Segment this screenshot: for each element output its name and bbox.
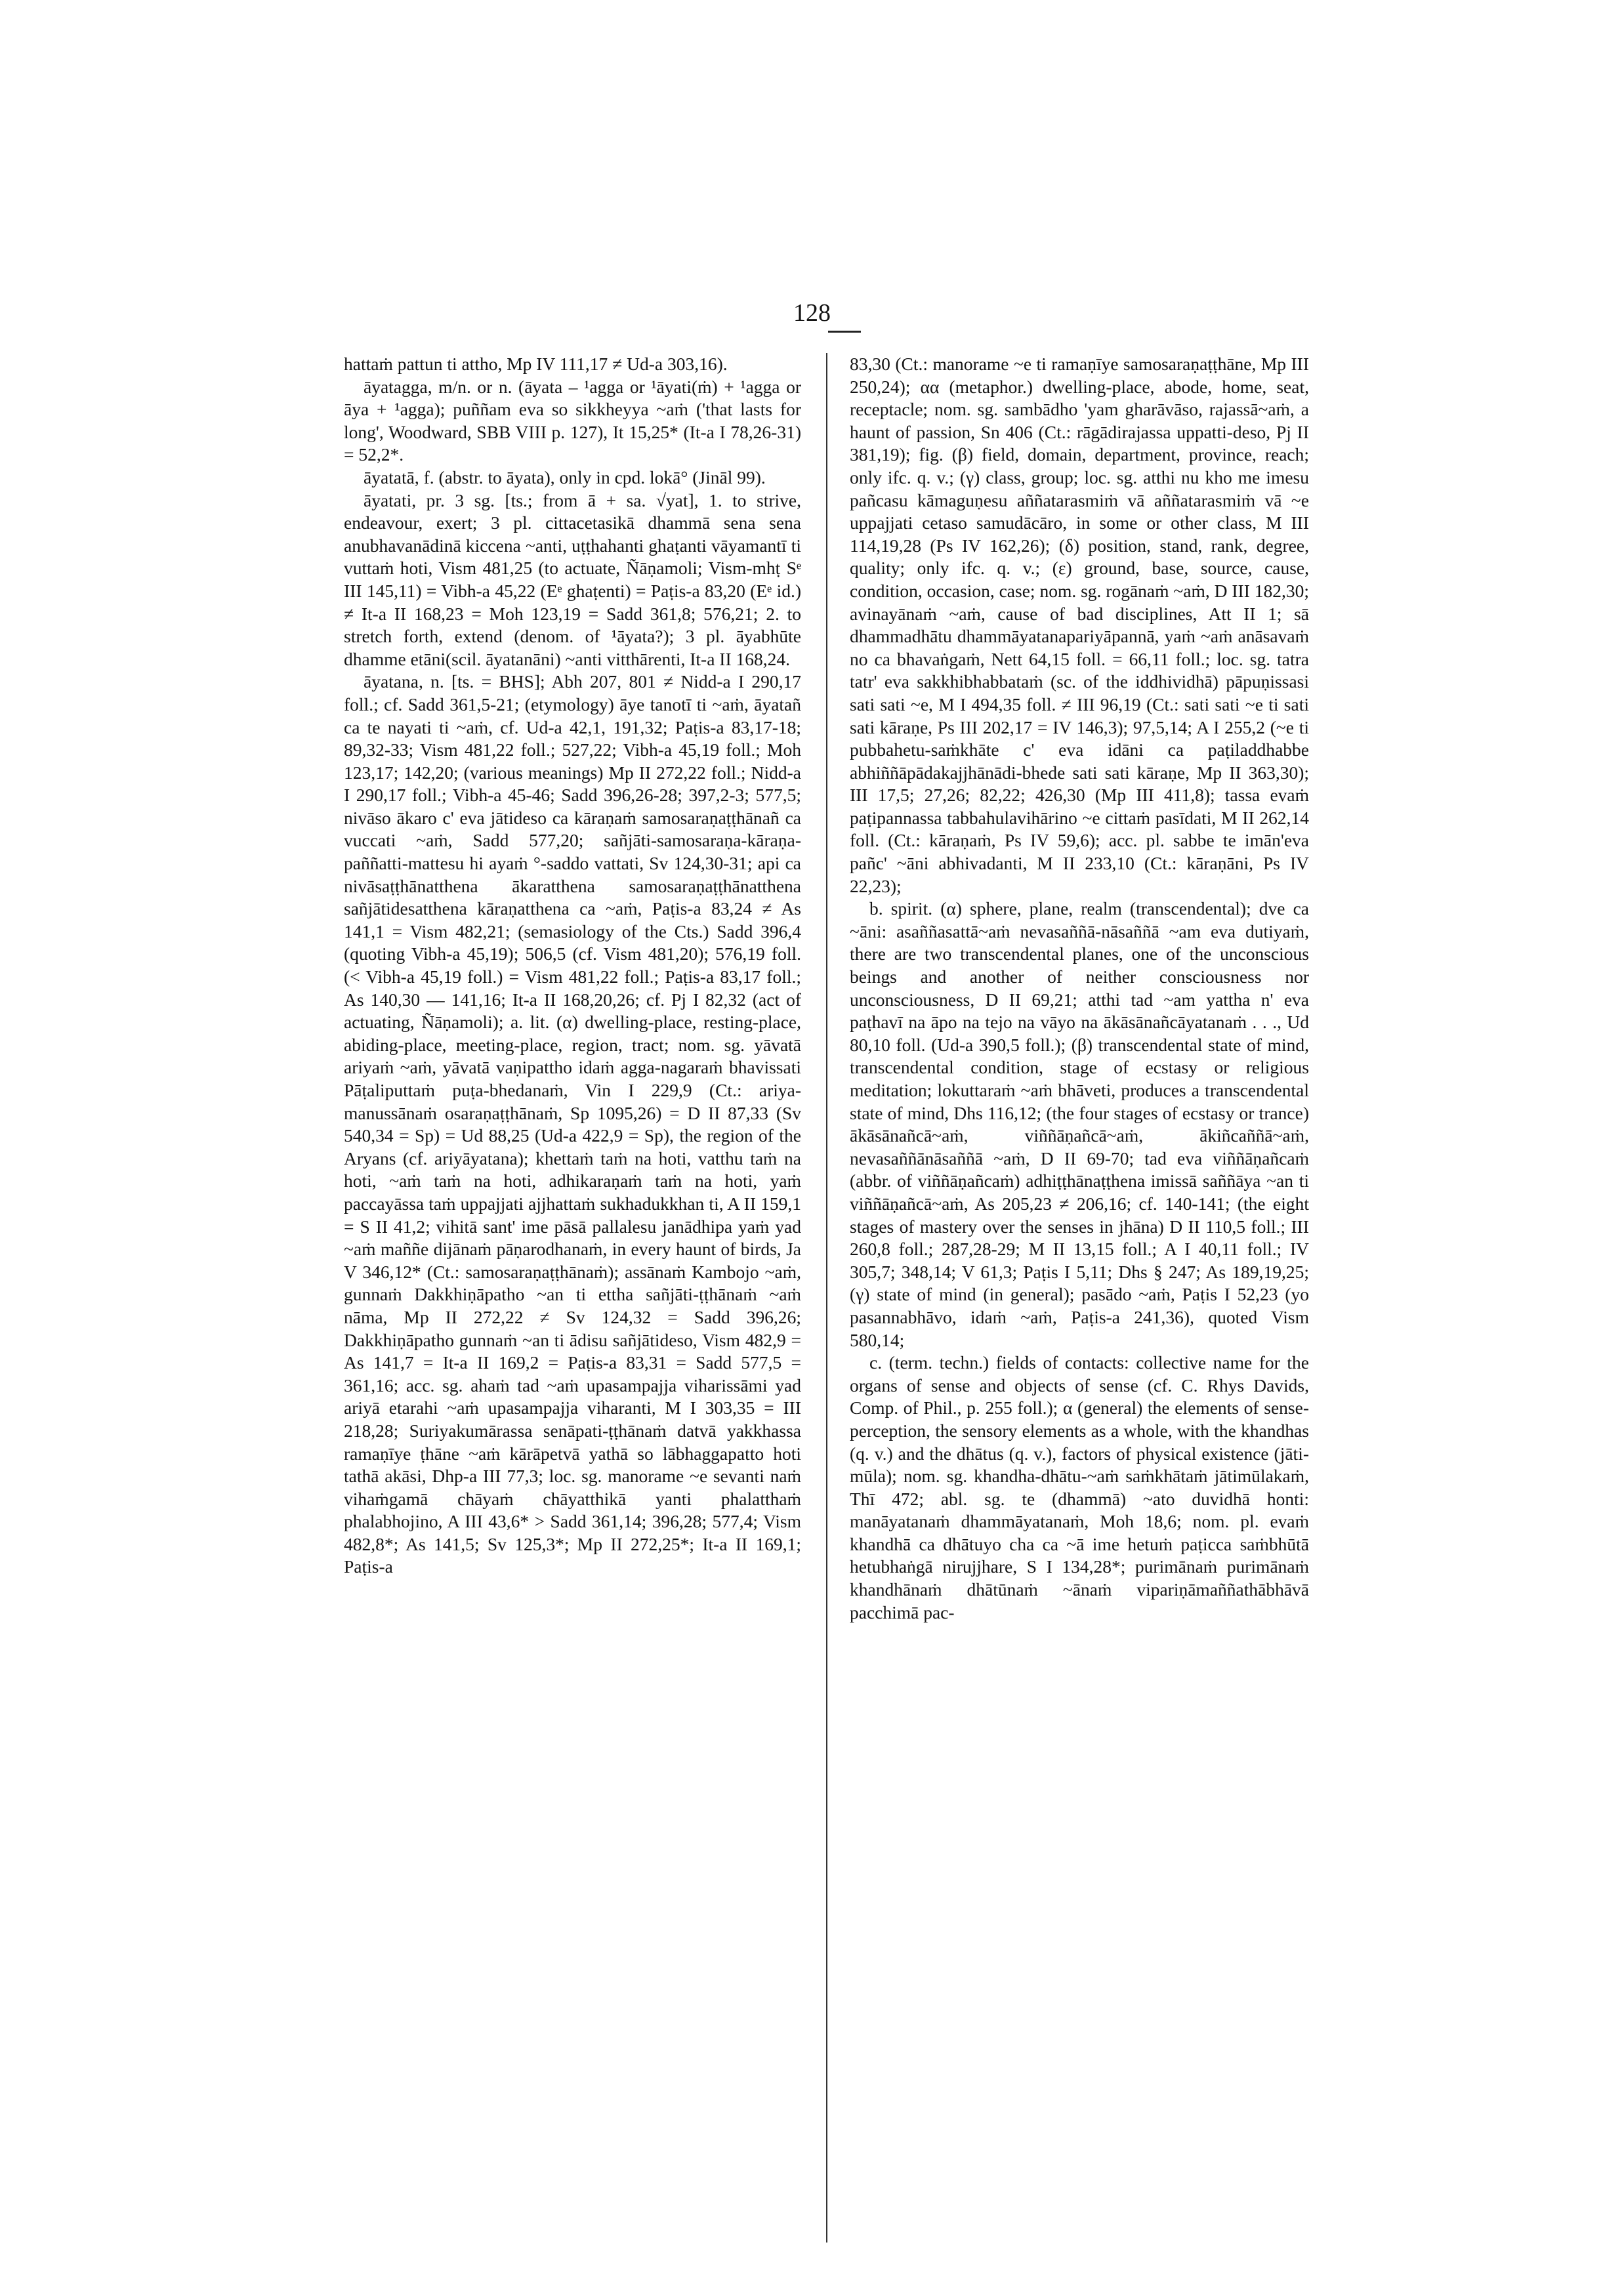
dictionary-entry: āyatati, pr. 3 sg. [ts.; from ā + sa. √yat], 1. to strive, endeavour, exert; 3 pl. cittacetasikā dhammā sena sena anubhavanādinā kiccena ~anti, uṭṭhahanti ghaṭanti vāyamantī ti vuttaṁ hoti, Vism 481,25 (to actuate, Ñāṇamoli; Vism-mhṭ Sᵉ III 145,11) = Vibh-a 45,22 (Eᵉ ghaṭenti) = Paṭis-a 83,20 (Eᵉ id.) ≠ It-a II 168,23 = Moh 123,19 = Sadd 361,8; 576,21; 2. to stretch forth, extend (denom. of ¹āyata?); 3 pl. āyabhūte dhamme etāni(scil. āyatanāni) ~anti vitthārenti, It-a II 168,24. [344,489,801,669]
dictionary-entry: āyatatā, f. (abstr. to āyata), only in cpd. lokā° (Jināl 99). [364,466,766,487]
dictionary-entry: āyatana, n. [ts. = BHS]; Abh 207, 801 ≠ Nidd-a I 290,17 foll.; cf. Sadd 361,5-21; (etymology) āye tanotī ti ~aṁ, āyatañ ca te nayati ti ~aṁ, cf. Ud-a 42,1, 191,32; Paṭis-a 83,17-18; 89,32-33; Vism 481,22 foll.; 527,22; Vibh-a 45,19 foll.; Moh 123,17; 142,20; (various meanings) Mp II 272,22 foll.; Nidd-a I 290,17 foll.; Vibh-a 45-46; Sadd 396,26-28; 397,2-3; 577,5; nivāso ākaro c' eva jātideso ca kāraṇaṁ samosaraṇaṭṭhānañ ca vuccati ~aṁ, Sadd 577,20; sañjāti-samosaraṇa-kāraṇa-paññatti-mattesu hi ayaṁ °-saddo vattati, Sv 124,30-31; api ca nivāsaṭṭhānatthena ākaratthena samosaraṇaṭṭhānatthena sañjātidesatthena kāraṇatthena ca ~aṁ, Paṭis-a 83,24 ≠ As 141,1 = Vism 482,21; (semasiology of the Cts.) Sadd 396,4 (quoting Vibh-a 45,19); 506,5 (cf. Vism 481,20); 576,19 foll. (< Vibh-a 45,19 foll.) = Vism 481,22 foll.; Paṭis-a 83,17 foll.; As 140,30 — 141,16; It-a II 168,20,26; cf. Pj I 82,32 (act of actuating, Ñāṇamoli); a. lit. (α) dwelling-place, resting-place, abiding-place, meeting-place, region, tract; nom. sg. yāvatā ariyaṁ ~aṁ, yāvatā vaṇipattho idaṁ agga-nagaraṁ bhavissati Pāṭaliputtaṁ puṭa-bhedanaṁ, Vin I 229,9 (Ct.: ariya-manussānaṁ osaraṇaṭṭhānaṁ, Sp 1095,26) = D II 87,33 (Sv 540,34 = Sp) = Ud 88,25 (Ud-a 422,9 = Sp), the region of the Aryans (cf. ariyāyatana); khettaṁ taṁ na hoti, vatthu taṁ na hoti, ~aṁ taṁ na hoti, adhikaraṇaṁ taṁ na hoti, yaṁ paccayāssa taṁ uppajjati ajjhattaṁ sukhadukkhan ti, A II 159,1 = S II 41,2; vihitā sant' ime pāsā pallalesu janādhipa yaṁ yad ~aṁ maññe dijānaṁ pāṇarodhanaṁ, in every haunt of birds, Ja V 346,12* (Ct.: samosaraṇaṭṭhānaṁ); assānaṁ Kambojo ~aṁ, gunnaṁ Dakkhiṇāpatho ~an ti ettha sañjāti-ṭṭhānaṁ ~aṁ nāma, Mp II 272,22 ≠ Sv 124,32 = Sadd 396,26; Dakkhiṇāpatho gunnaṁ ~an ti ādisu sañjātideso, Vism 482,9 = As 141,7 = It-a II 169,2 = Paṭis-a 83,31 = Sadd 577,5 = 361,16; acc. sg. ahaṁ tad ~aṁ upasampajja viharissāmi yad ariyā etarahi ~aṁ upasampajja viharanti, M I 303,35 = III 218,28; Suriyakumārassa senāpati-ṭṭhānaṁ datvā yakkhassa ramaṇīye ṭhāne ~aṁ kārāpetvā yathā so lābhaggapatto hoti tathā akāsi, Dhp-a III 77,3; loc. sg. manorame ~e sevanti naṁ vihaṁgamā chāyaṁ chāyatthikā yanti phalatthaṁ phalabhojino, A III 43,6* > Sadd 361,14; 396,28; 577,4; Vism 482,8*; As 141,5; Sv 125,3*; Mp II 272,25*; It-a II 169,1; Paṭis-a [344,671,801,1577]
dictionary-entry: 83,30 (Ct.: manorame ~e ti ramaṇīye samosaraṇaṭṭhāne, Mp III 250,24); αα (metaphor.) dwelling-place, abode, home, seat, receptacle; nom. sg. sambādho 'yam gharāvāso, rajassā~aṁ, a haunt of passion, Sn 406 (Ct.: rāgādirajassa uppatti-deso, Pj II 381,19); fig. (β) field, domain, department, province, reach; only ifc. q. v.; (γ) class, group; loc. sg. atthi nu kho me imesu pañcasu kāmaguṇesu aññatarasmiṁ vā aññatarasmiṁ vā ~e uppajjati cetaso samudācāro, in some or other class, M III 114,19,28 (Ps IV 162,26); (δ) position, stand, rank, degree, quality; only ifc. q. v.; (ε) ground, base, source, cause, condition, occasion, case; nom. sg. rogānaṁ ~aṁ, D III 182,30; avinayānaṁ ~aṁ, cause of bad disciplines, Att II 1; sā dhammadhātu dhammāyatanapariyāpannā, yaṁ ~aṁ anāsavaṁ no ca bhavaṅgaṁ, Nett 64,15 foll. = 66,11 foll.; loc. sg. tatra tatr' eva sakkhibhabbataṁ (sc. of the iddhividhā) pāpuṇissasi sati sati ~e, M I 494,35 foll. ≠ III 96,19 (Ct.: sati sati ~e ti sati sati kāraṇe, Ps III 202,17 = IV 146,3); 97,5,14; A I 255,2 (~e ti pubbahetu-saṁkhāte c' eva idāni ca paṭiladdhabbe abhiññāpādakajjhānādi-bhede sati sati kāraṇe, Mp II 363,30); III 17,5; 27,26; 82,22; 426,30 (Mp III 411,8); tassa evaṁ paṭipannassa tabbahulavihārino ~e cittaṁ pasīdati, M II 262,14 foll. (Ct.: kāraṇaṁ, Ps IV 59,6); acc. pl. sabbe te imān'eva pañc' ~āni abhivadanti, M II 233,10 (Ct.: kāraṇāni, Ps IV 22,23); [850,354,1309,896]
dictionary-entry: c. (term. techn.) fields of contacts: collective name for the organs of sense and objects of sense (cf. C. Rhys Davids, Comp. of Phil., p. 255 foll.); α (general) the elements of sense-perception, the sensory elements as a whole, with the khandhas (q. v.) and the dhātus (q. v.), factors of physical existence (jāti-mūla); nom. sg. khandha-dhātu-~aṁ saṁkhātaṁ jātimūlakaṁ, Thī 472; abl. sg. te (dhammā) ~ato duvidhā honti: manāyatanaṁ dhammāyatanaṁ, Moh 18,6; nom. pl. evaṁ khandhā ca dhātuyo cha ca ~ā ime hetuṁ paṭicca saṁbhūtā hetubhaṅgā nirujjhare, S I 134,28*; purimānaṁ purimānaṁ khandhānaṁ dhātūnaṁ ~ānaṁ vipariṇāmaññathābhāvā pacchimā pac- [850,1352,1309,1623]
right-column [850,353,1309,2256]
header-rule [828,331,861,333]
dictionary-entry: b. spirit. (α) sphere, plane, realm (transcendental); dve ca ~āni: asaññasattā~aṁ nevasaññā-nāsaññā ~am eva dutiyaṁ, there are two transcendental planes, one of the unconscious beings and another of neither consciousness nor unconsciousness, D II 69,21; atthi tad ~am yattha n' eva paṭhavī na āpo na tejo na vāyo na ākāsānañcāyatanaṁ . . ., Ud 80,10 foll. (Ud-a 390,5 foll.); (β) transcendental state of mind, transcendental condition, stage of ecstasy or religious meditation; lokuttaraṁ ~aṁ bhāveti, produces a transcendental state of mind, Dhs 116,12; (the four stages of ecstasy or trance) ākāsānañcā~aṁ, viññāṇañcā~aṁ, ākiñcaññā~aṁ, nevasaññānāsaññā ~aṁ, D II 69-70; tad eva viññāṇañcaṁ (abbr. of viññāṇañcaṁ) adhiṭṭhānaṭṭhena imissā saññāya ~an ti viññāṇañcā~aṁ, As 205,23 ≠ 206,16; cf. 140-141; (the eight stages of mastery over the senses in jhāna) D II 110,5 foll.; III 260,8 foll.; 287,28-29; M II 13,15 foll.; A I 40,11 foll.; IV 305,7; 348,14; V 61,3; Paṭis I 5,11; Dhs § 247; As 189,19,25; (γ) state of mind (in general); pasādo ~aṁ, Paṭis I 52,23 (yo pasannabhāvo, idaṁ ~aṁ, Paṭis-a 241,36), quoted Vism 580,14; [850,898,1309,1350]
column-divider [826,353,827,2243]
left-column [344,353,801,2256]
dictionary-entry: hattaṁ pattun ti attho, Mp IV 111,17 ≠ Ud-a 303,16). [344,354,728,374]
dictionary-entry: āyatagga, m/n. or n. (āyata – ¹agga or ¹āyati(ṁ) + ¹agga or āya + ¹agga); puññam eva so sikkheyya ~aṁ ('that lasts for long', Woodward, SBB VIII p. 127), It 15,25* (It-a I 78,26-31) = 52,2*. [344,376,801,465]
page-number: 128 [793,299,831,327]
